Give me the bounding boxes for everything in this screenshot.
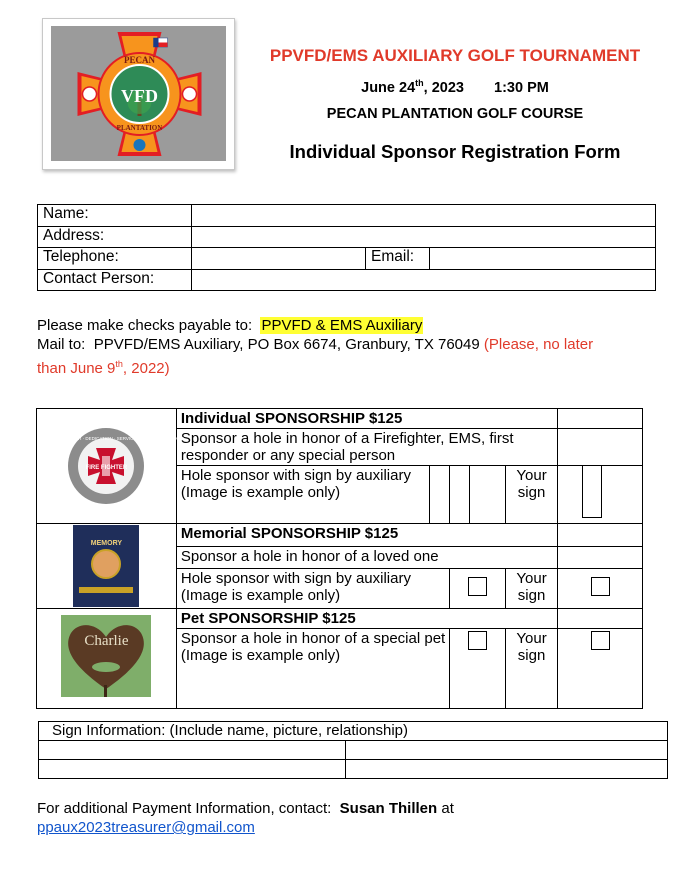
memorial-your-sign-checkbox[interactable] xyxy=(591,577,610,596)
pet-your-sign-checkbox[interactable] xyxy=(591,631,610,650)
name-label: Name: xyxy=(38,205,192,227)
deadline-start: (Please, no later xyxy=(483,336,594,353)
pet-blank-cell xyxy=(558,609,643,629)
tournament-time: 1:30 PM xyxy=(494,79,549,96)
sign-info-field-4[interactable] xyxy=(346,760,668,779)
mail-to-line xyxy=(37,335,593,355)
tournament-date-time xyxy=(240,78,670,96)
contact-email-line xyxy=(37,818,255,838)
contact-person-field[interactable] xyxy=(192,269,656,291)
contact-person-label: Contact Person: xyxy=(38,269,192,291)
firefighter-plaque-image xyxy=(66,426,184,506)
address-field[interactable] xyxy=(192,226,656,248)
individual-description: Sponsor a hole in honor of a Firefighter, EMS, first responder or any special person xyxy=(176,429,557,466)
pet-your-sign-label: Your sign xyxy=(506,629,558,709)
badge-center-text: VFD xyxy=(121,86,158,106)
badge-top-text: PECAN xyxy=(124,55,155,65)
pet-description: Sponsor a hole in honor of a special pet (Image is example only) xyxy=(176,629,449,709)
mail-address: PPVFD/EMS Auxiliary, PO Box 6674, Granbury, TX 76049 xyxy=(93,336,480,353)
telephone-label: Telephone: xyxy=(38,248,192,270)
date-year: , 2023 xyxy=(423,79,464,96)
pet-sign-image xyxy=(61,615,151,697)
contact-name: Susan Thillen xyxy=(339,800,438,817)
memorial-description: Sponsor a hole in honor of a loved one xyxy=(176,546,557,569)
logo-frame xyxy=(42,18,235,170)
sign-info-field-1[interactable] xyxy=(39,741,346,760)
memorial-option-text: Hole sponsor with sign by auxiliary (Image is example only) xyxy=(176,569,449,609)
memorial-checkbox[interactable] xyxy=(468,577,487,596)
badge-bottom-text: PLANTATION xyxy=(116,124,163,132)
memorial-checkbox-cell xyxy=(450,569,506,609)
deadline-year: , 2022) xyxy=(122,360,170,377)
memorial-flag-text: MEMORY xyxy=(90,540,123,547)
pet-checkbox[interactable] xyxy=(468,631,487,650)
pet-title: Pet SPONSORSHIP $125 xyxy=(176,609,557,629)
sign-info-label: Sign Information: (Include name, picture, relationship) xyxy=(39,722,668,741)
individual-desc-blank xyxy=(558,429,643,466)
individual-image-cell xyxy=(37,409,184,524)
deadline-line xyxy=(37,354,170,379)
emblem-left-icon xyxy=(83,87,97,101)
memorial-title: Memorial SPONSORSHIP $125 xyxy=(176,524,557,547)
memorial-your-sign-cell xyxy=(558,569,643,609)
name-field[interactable] xyxy=(192,205,656,227)
individual-your-sign-cell xyxy=(558,466,643,524)
memorial-flag-image xyxy=(73,525,139,607)
pet-sign-text: Charlie xyxy=(84,633,129,649)
individual-your-sign-label: Your sign xyxy=(506,466,558,524)
deadline-date: than June 9 xyxy=(37,360,116,377)
memorial-your-sign-label: Your sign xyxy=(506,569,558,609)
date-day: June 24 xyxy=(361,79,416,96)
individual-your-sign-checkbox[interactable] xyxy=(582,466,602,518)
star-of-life-icon xyxy=(134,139,146,151)
checks-label: Please make checks payable to: xyxy=(37,317,253,334)
maltese-cross-logo xyxy=(51,26,228,163)
checks-payable-line xyxy=(37,316,423,336)
sign-info-field-3[interactable] xyxy=(39,760,346,779)
individual-narrow-cell-1 xyxy=(430,466,450,524)
pet-image-cell xyxy=(37,609,177,709)
telephone-field[interactable] xyxy=(192,248,366,270)
contact-info-table xyxy=(37,204,656,291)
tournament-title: PPVFD/EMS AUXILIARY GOLF TOURNAMENT xyxy=(269,46,641,65)
payee-highlight: PPVFD & EMS Auxiliary xyxy=(261,317,423,334)
mail-label: Mail to: xyxy=(37,336,86,353)
sponsorship-table xyxy=(36,408,643,709)
plaque-text: FIRE FIGHTER xyxy=(85,465,128,471)
address-label: Address: xyxy=(38,226,192,248)
course-name: PECAN PLANTATION GOLF COURSE xyxy=(326,106,584,122)
email-label: Email: xyxy=(366,248,430,270)
sign-info-field-2[interactable] xyxy=(346,741,668,760)
payment-contact-line xyxy=(37,799,454,819)
date-suffix: th xyxy=(415,78,424,88)
pet-your-sign-cell xyxy=(558,629,643,709)
contact-label: For additional Payment Information, contact: xyxy=(37,800,332,817)
individual-title: Individual SPONSORSHIP $125 xyxy=(176,409,557,429)
individual-blank-cell xyxy=(558,409,643,429)
individual-narrow-cell-3 xyxy=(470,466,506,524)
memorial-blank-cell xyxy=(558,524,643,547)
deadline-suffix: th xyxy=(115,359,123,369)
individual-narrow-cell-2 xyxy=(450,466,470,524)
form-title: Individual Sponsor Registration Form xyxy=(289,141,621,162)
contact-email-link[interactable]: ppaux2023treasurer@gmail.com xyxy=(37,819,255,836)
sign-info-table xyxy=(38,721,668,779)
memorial-desc-blank xyxy=(558,546,643,569)
plaque-ring-text: VALOR · DEDICATION · SERVICE · HONOR · COURAGE xyxy=(66,436,184,441)
individual-option-text: Hole sponsor with sign by auxiliary (Image is example only) xyxy=(176,466,429,524)
logo xyxy=(51,26,226,161)
emblem-right-icon xyxy=(183,87,197,101)
email-field[interactable] xyxy=(430,248,656,270)
pet-checkbox-cell xyxy=(450,629,506,709)
memorial-image-cell xyxy=(37,524,177,609)
contact-at: at xyxy=(441,800,454,817)
